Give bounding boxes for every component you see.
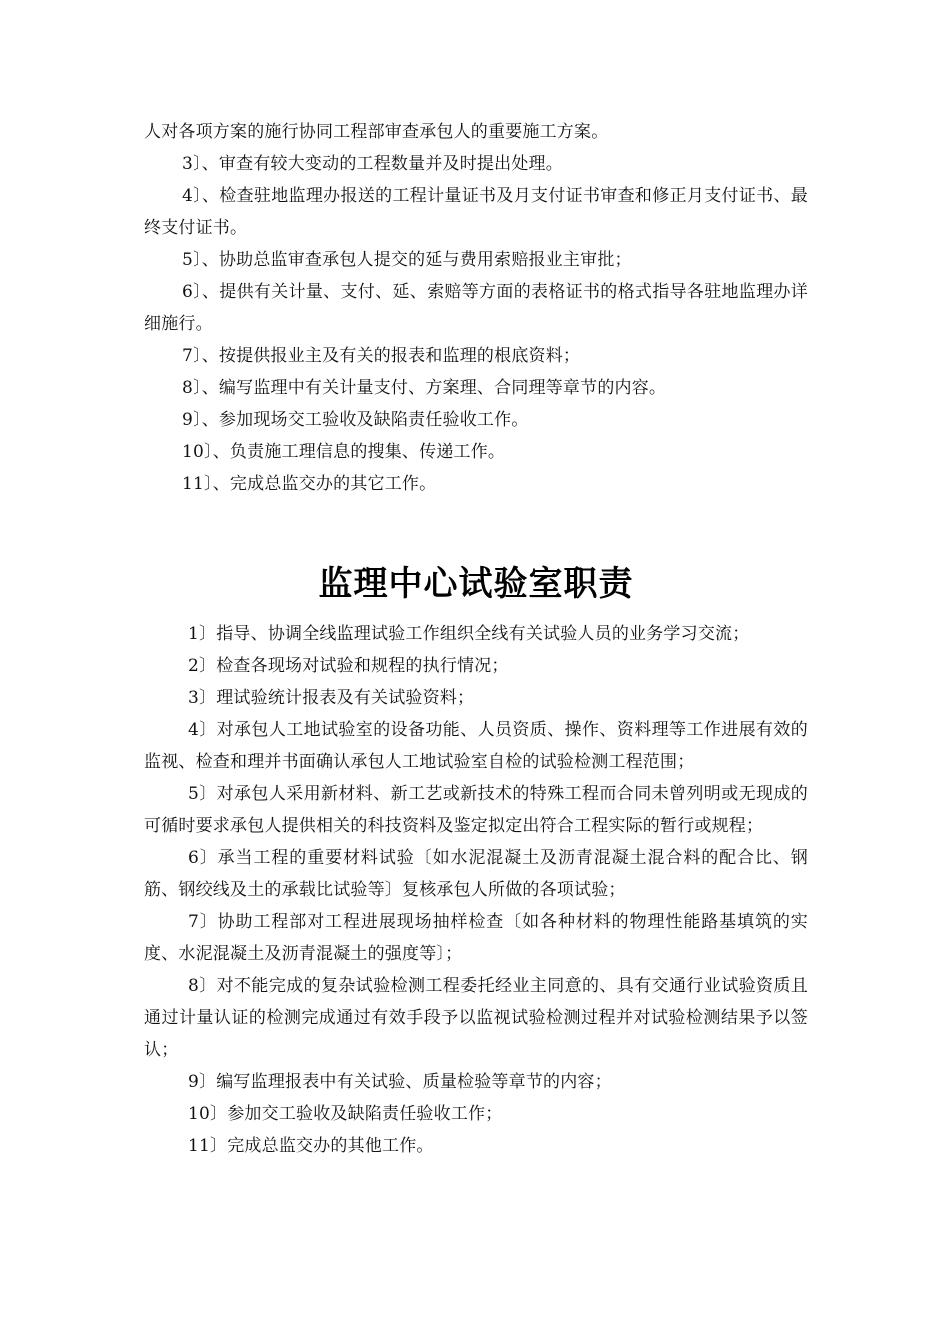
paragraph-continuation: 人对各项方案的施行协同工程部审查承包人的重要施工方案。 bbox=[144, 122, 609, 142]
supervision-measurement-duties bbox=[144, 116, 808, 500]
lab-item-3: 3〕理试验统计报表及有关试验资料； bbox=[188, 688, 475, 708]
paragraph-item-4: 4〕、检查驻地监理办报送的工程计量证书及月支付证书审查和修正月支付证书、最终支付证书。 bbox=[144, 186, 808, 238]
document-page bbox=[144, 116, 808, 1162]
lab-item-9: 9〕编写监理报表中有关试验、质量检验等章节的内容； bbox=[188, 1072, 612, 1092]
section-heading: 监理中心试验室职责 bbox=[318, 564, 634, 604]
lab-item-1: 1〕指导、协调全线监理试验工作组织全线有关试验人员的业务学习交流； bbox=[188, 624, 750, 644]
paragraph-item-6: 6〕、提供有关计量、支付、延、索赔等方面的表格证书的格式指导各驻地监理办详细施行。 bbox=[144, 282, 808, 334]
lab-item-7: 7〕协助工程部对工程进展现场抽样检查〔如各种材料的物理性能路基填筑的实度、水泥混凝土及沥青混凝土的强度等〕； bbox=[144, 912, 808, 964]
lab-duties bbox=[144, 618, 808, 1162]
lab-item-11: 11〕完成总监交办的其他工作。 bbox=[188, 1136, 434, 1156]
paragraph-item-3: 3〕、审查有较大变动的工程数量并及时提出处理。 bbox=[182, 154, 563, 174]
paragraph-item-8: 8〕、编写监理中有关计量支付、方案理、合同理等章节的内容。 bbox=[182, 378, 667, 398]
lab-item-2: 2〕检查各现场对试验和规程的执行情况； bbox=[188, 656, 509, 676]
lab-item-10: 10〕参加交工验收及缺陷责任验收工作； bbox=[188, 1104, 503, 1124]
lab-item-5: 5〕对承包人采用新材料、新工艺或新技术的特殊工程而合同未曾列明或无现成的可循时要求承包人提供相关的科技资料及鉴定拟定出符合工程实际的暂行或规程； bbox=[144, 784, 808, 836]
paragraph-item-9: 9〕、参加现场交工验收及缺陷责任验收工作。 bbox=[182, 410, 529, 430]
paragraph-item-7: 7〕、按提供报业主及有关的报表和监理的根底资料； bbox=[182, 346, 581, 366]
paragraph-item-5: 5〕、协助总监审查承包人提交的延与费用索赔报业主审批； bbox=[182, 250, 632, 270]
paragraph-item-10: 10〕、负责施工理信息的搜集、传递工作。 bbox=[182, 442, 506, 462]
paragraph-item-11: 11〕、完成总监交办的其它工作。 bbox=[182, 474, 437, 494]
lab-item-6: 6〕承当工程的重要材料试验〔如水泥混凝土及沥青混凝土混合料的配合比、钢筋、钢绞线及土的承载比试验等〕复核承包人所做的各项试验； bbox=[144, 848, 808, 900]
lab-item-8: 8〕对不能完成的复杂试验检测工程委托经业主同意的、具有交通行业试验资质且通过计量认证的检测完成通过有效手段予以监视试验检测过程并对试验检测结果予以签认； bbox=[144, 976, 808, 1060]
lab-item-4: 4〕对承包人工地试验室的设备功能、人员资质、操作、资料理等工作进展有效的监视、检查和理并书面确认承包人工地试验室自检的试验检测工程范围； bbox=[144, 720, 808, 772]
